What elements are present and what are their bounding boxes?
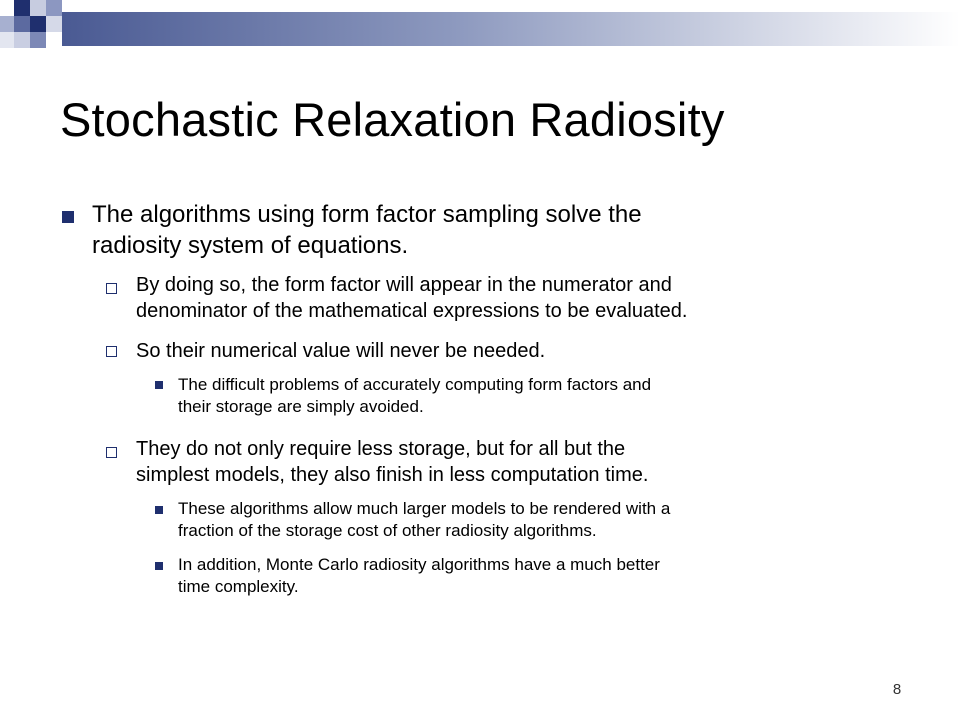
bullet-line: In addition, Monte Carlo radiosity algorithms have a much better <box>178 555 660 574</box>
bullet-line: The difficult problems of accurately computing form factors and <box>178 375 652 394</box>
bullet-level1 <box>92 199 862 261</box>
bullet-line: So their numerical value will never be needed. <box>136 340 546 362</box>
bullet-line: By doing so, the form factor will appear in the numerator and <box>136 274 672 296</box>
bullet-line: simplest models, they also finish in less computation time. <box>136 464 649 486</box>
bullet-line: These algorithms allow much larger models to be rendered with a <box>178 499 671 518</box>
bullet-level2 <box>136 272 876 324</box>
bullet-square-icon <box>62 211 74 223</box>
bullet-line: radiosity system of equations. <box>92 232 409 259</box>
bullet-small-square-icon <box>155 562 163 570</box>
bullet-hollow-square-icon <box>106 283 117 294</box>
page-number: 8 <box>892 681 902 698</box>
bullet-hollow-square-icon <box>106 346 117 357</box>
bullet-small-square-icon <box>155 506 163 514</box>
bullet-line: denominator of the mathematical expressions to be evaluated. <box>136 300 688 322</box>
bullet-line: time complexity. <box>178 577 299 596</box>
bullet-level3 <box>178 554 878 598</box>
bullet-level3 <box>178 498 878 542</box>
bullet-line: The algorithms using form factor sampling solve the <box>92 201 642 228</box>
bullet-line: They do not only require less storage, but for all but the <box>136 438 626 460</box>
bullet-level2 <box>136 436 876 488</box>
bullet-line: fraction of the storage cost of other radiosity algorithms. <box>178 521 597 540</box>
bullet-line: their storage are simply avoided. <box>178 397 424 416</box>
bullet-level2 <box>136 338 876 364</box>
bullet-hollow-square-icon <box>106 447 117 458</box>
bullet-small-square-icon <box>155 381 163 389</box>
slide-title: Stochastic Relaxation Radiosity <box>60 93 725 146</box>
bullet-level3 <box>178 374 878 418</box>
